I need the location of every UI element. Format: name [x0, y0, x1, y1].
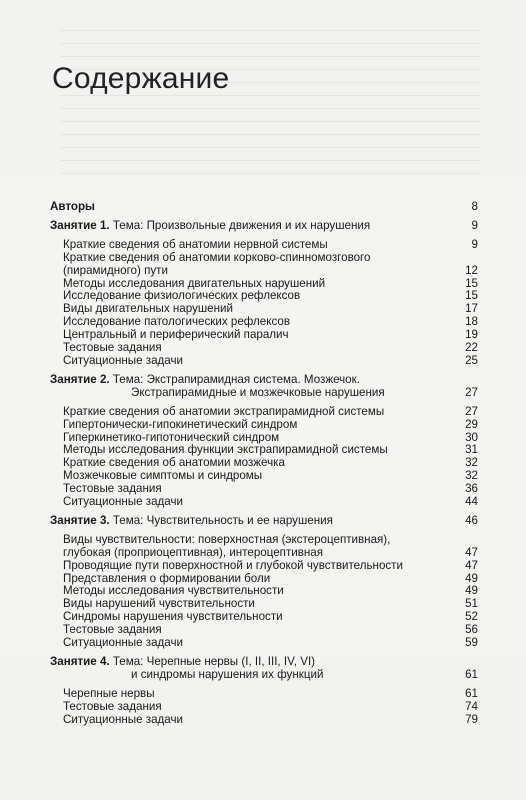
lesson-topic: Тема: Черепные нервы (I, II, III, IV, VI)	[112, 655, 316, 668]
lesson-topic-continued: Экстрапирамидные и мозжечковые нарушения	[131, 385, 385, 399]
toc-item: Черепные нервы 61	[63, 686, 478, 700]
toc-item: Виды двигательных нарушений 17	[63, 302, 478, 316]
toc-item: Тестовые задания 56	[63, 623, 478, 637]
toc-item: Гиперкинетико-гипотонический синдром 30	[63, 430, 478, 444]
lesson-topic-continued: и синдромы нарушения их функций	[131, 667, 324, 681]
toc-item: Методы исследования чувствительности 49	[63, 584, 478, 598]
page-title: Содержание	[52, 62, 230, 95]
lesson-topic: Тема: Экстрапирамидная система. Мозжечок.	[112, 372, 360, 386]
page-number: 61	[465, 667, 478, 681]
lesson-label: Занятие 3.	[50, 513, 110, 527]
toc-item: Виды чувствительности: поверхностная (экстероцептивная), глубокая (проприоцептивная), интероцептивная 47	[63, 532, 478, 559]
lesson-label: Занятие 2.	[50, 372, 110, 386]
lesson-topic: Тема: Произвольные движения и их нарушения	[112, 218, 371, 232]
toc-item: Мозжечковые симптомы и синдромы 32	[63, 469, 478, 483]
toc-item: Ситуационные задачи 25	[63, 353, 478, 367]
toc-item: Тестовые задания 36	[63, 482, 478, 496]
page-number: 46	[465, 513, 478, 527]
toc-lesson-3	[50, 515, 478, 528]
toc-item: Гипертонически-гипокинетический синдром 29	[63, 417, 478, 431]
toc-item: Краткие сведения об анатомии мозжечка 32	[63, 456, 478, 470]
table-of-contents	[50, 201, 478, 727]
toc-item: Методы исследования двигательных нарушений 15	[63, 276, 478, 290]
page-number: 27	[465, 385, 478, 399]
toc-lesson-2	[50, 374, 478, 400]
page-number: 8	[471, 200, 478, 213]
lesson-label: Занятие 4.	[50, 655, 110, 668]
toc-item: Исследование патологических рефлексов 18	[63, 315, 478, 329]
toc-item: Методы исследования функции экстрапирамидной системы 31	[63, 443, 478, 457]
lesson-topic: Тема: Чувствительность и ее нарушения	[112, 513, 333, 527]
bleed-through-texture	[60, 30, 480, 180]
toc-item: Центральный и периферический паралич 19	[63, 328, 478, 342]
toc-item: Тестовые задания 74	[63, 699, 478, 713]
toc-item: Исследование физиологических рефлексов 15	[63, 289, 478, 303]
toc-item: Краткие сведения об анатомии нервной системы 9	[63, 237, 478, 251]
toc-entry-authors	[50, 201, 478, 214]
toc-item: Ситуационные задачи 59	[63, 636, 478, 650]
toc-item: Тестовые задания 22	[63, 341, 478, 355]
toc-item: Ситуационные задачи 44	[63, 495, 478, 509]
toc-item: Проводящие пути поверхностной и глубокой чувствительности 47	[63, 558, 478, 572]
authors-label: Авторы	[50, 200, 95, 213]
toc-item: Синдромы нарушения чувствительности 52	[63, 610, 478, 624]
toc-item: Представления о формировании боли 49	[63, 571, 478, 585]
page-number: 9	[471, 218, 478, 232]
toc-lesson-4	[50, 656, 478, 682]
toc-item: Ситуационные задачи 79	[63, 712, 478, 726]
toc-item: Краткие сведения об анатомии экстрапирамидной системы 27	[63, 404, 478, 418]
toc-item: Краткие сведения об анатомии корково-спинномозгового (пирамидного) пути 12	[63, 250, 478, 277]
toc-lesson-1	[50, 220, 478, 233]
toc-item: Виды нарушений чувствительности 51	[63, 597, 478, 611]
lesson-label: Занятие 1.	[50, 218, 110, 232]
